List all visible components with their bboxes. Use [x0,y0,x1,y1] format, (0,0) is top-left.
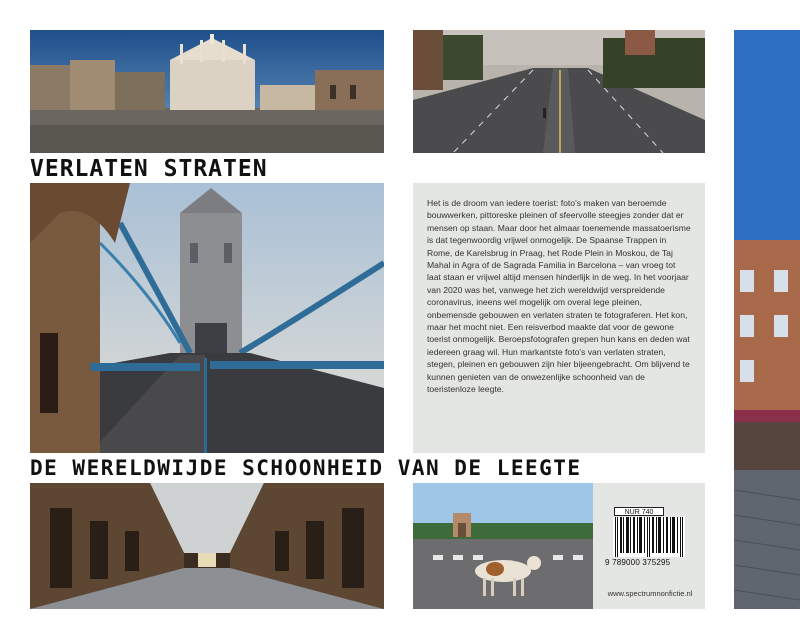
description-box [413,183,705,453]
photo-milan-cathedral [30,30,384,153]
isbn-number: 9 789000 375295 [605,558,671,567]
photo-spine-street [734,30,800,609]
photo-shopping-arcade [30,483,384,609]
barcode-icon [613,517,685,557]
cover-title: VERLATEN STRATEN [30,156,268,182]
barcode-panel [593,483,705,609]
photo-india-gate-dog [413,483,593,609]
description-text: Het is de droom van iedere toerist: foto's maken van beroemde bouwwerken, pittoreske pleinen of sfeervolle steegjes zonder dat er mensen op staan. Maar door het almaar toenemende massatoerisme is dat tegenwoordig vrijwel onmogelijk. De Spaanse Trappen in Rome, de Karelsbrug in Praag, het Rode Plein in Moskou, de Taj Mahal in Agra of de Sagrada Familia in Barcelona – van vroeg tot laat staan er vrijwel altijd mensen hinderlijk in de weg. In het voorjaar van 2020 was het, vanwege het zich wereldwijd verspreidende coronavirus, ineens wel mogelijk om overal lege pleinen, onbemensde gebouwen en verlaten straten te fotograferen. Het kon, maar het mocht niet. Een reisverbod maakte dat voor de gewone toerist onmogelijk. Beroepsfotografen grepen hun kans en deden wat iedereen graag wil. Hun markantste foto's van verlaten straten, stegen, pleinen en gebouwen zijn hier bijeengebracht. Om blijvend te kunnen genieten van de onwezenlijke schoonheid van de toeristenloze leegte. [427,198,691,395]
cover-subtitle: DE WERELDWIJDE SCHOONHEID VAN DE LEEGTE [30,456,582,480]
photo-tower-bridge [30,183,384,453]
publisher-website: www.spectrumnonfictie.nl [607,589,693,598]
photo-empty-highway [413,30,705,153]
nur-code: NUR 740 [614,507,664,516]
